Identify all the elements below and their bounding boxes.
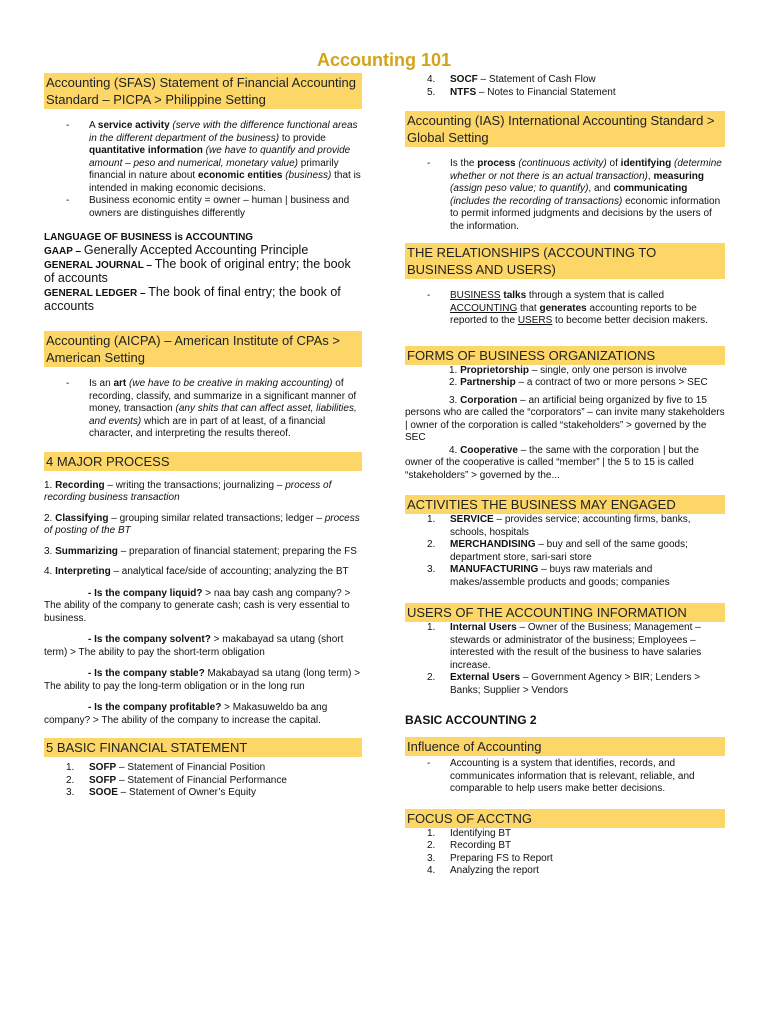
list-item: 1. Identifying BT [427,827,512,839]
list-item: - BUSINESS talks through a system that is called ACCOUNTING that generates accounting reports to be reported to the USERS to become better decision makers. [405,290,725,328]
list-item: - Is an art (we have to be creative in making accounting) of recording, classify, and summarize in a significant manner of money, transaction (any shits that can affect asset, liabilities, and events) which are in part of at least, of a financial character, and interpreting the results thereof. [44,378,362,441]
section-heading-focus: FOCUS OF ACCTNG [405,809,725,828]
list-item: - Business economic entity = owner – human | business and owners are distinguishes differently [44,195,362,220]
list-item: 1. SOFP – Statement of Financial Position [66,762,266,773]
activities-list [405,514,725,589]
ias-list [405,158,725,233]
influence-list [405,758,725,796]
relationships-list [405,290,725,328]
list-item: 3. Preparing FS to Report [427,852,553,864]
ledger-line: GENERAL LEDGER – The book of final entry; the book of accounts [44,285,341,313]
list-item: 2. MERCHANDISING – buy and sell of the same goods; department store, sari-sari store [427,539,688,563]
section-heading-activities: ACTIVITIES THE BUSINESS MAY ENGAGED [405,495,725,514]
section-heading-influence: Influence of Accounting [405,737,725,756]
form-item: 2. Partnership – a contract of two or more persons > SEC [449,377,708,388]
section-heading-forms: FORMS OF BUSINESS ORGANIZATIONS [405,346,725,365]
list-item: - Accounting is a system that identifies, records, and communicates information that is relevant, reliable, and comparable to help users make better decisions. [405,758,725,796]
question-item: - Is the company profitable? > Makasuweldo ba ang company? > The ability of the company to increase the capital. [44,702,328,726]
page-title: Accounting 101 [316,50,452,70]
aicpa-list [44,378,362,441]
list-item: - A service activity (serve with the difference functional areas in the different department of the business) to provide quantitative information (we have to quantify and provide amount – peso and numerical, monetary value) primarily financial in nature about economic entities (business) that is intended in making economic decisions. [44,120,362,195]
form-item: 1. Proprietorship – single, only one person is involve [449,364,687,376]
list-item: - Is the process (continuous activity) of identifying (determine whether or not there is an actual transaction), measuring (assign peso value; to quantify), and communicating (includes the recording of transactions) economic information to permit informed judgments and decisions by the users of the information. [405,158,725,233]
list-item: 1. Internal Users – Owner of the Business; Management – stewards or administrator of the business; Employees – interested with the result of the business to have salaries increase. [427,622,702,671]
section-heading-sfas: Accounting (SFAS) Statement of Financial Accounting Standard – PICPA > Philippine Setting [44,73,362,109]
list-item: 2. Recording BT [427,840,512,851]
process-item: 4. Interpreting – analytical face/side of accounting; analyzing the BT [44,566,349,577]
process-item: 3. Summarizing – preparation of financial statement; preparing the FS [44,545,357,557]
section-heading-relationships: THE RELATIONSHIPS (ACCOUNTING TO BUSINESS AND USERS) [405,243,725,279]
question-item: - Is the company liquid? > naa bay cash ang company? > The ability of the company to generate cash; cash is very essential to business. [44,587,351,624]
fs-list-continued [405,74,725,99]
section-heading-major-process: 4 MAJOR PROCESS [44,452,362,471]
list-item: 1. SERVICE – provides service; accounting firms, banks, schools, hospitals [427,514,691,538]
process-item: 2. Classifying – grouping similar related transactions; ledger – process of posting of the BT [44,512,360,536]
question-item: - Is the company solvent? > makabayad sa utang (short term) > The ability to pay the short-term obligation [44,634,344,658]
basic-accounting-2-heading: BASIC ACCOUNTING 2 [405,713,537,727]
language-block [44,231,362,314]
language-line: LANGUAGE OF BUSINESS is ACCOUNTING [44,232,254,243]
list-item: 2. External Users – Government Agency > BIR; Lenders > Banks; Supplier > Vendors [427,672,701,696]
section-heading-users: USERS OF THE ACCOUNTING INFORMATION [405,603,725,622]
left-column [44,73,362,800]
gaap-line: GAAP – Generally Accepted Accounting Principle [44,243,309,257]
form-item: 4. Cooperative – the same with the corporation | but the owner of the cooperative is called “member” | the 5 to 15 is called “stakeholders” > governed by the... [405,444,699,481]
list-item: 3. SOOE – Statement of Owner’s Equity [66,787,256,798]
right-column [405,74,725,878]
list-item: 4. Analyzing the report [427,865,539,876]
list-item: 5. NTFS – Notes to Financial Statement [427,86,616,98]
fs-list [44,762,362,800]
focus-list [405,828,725,878]
list-item: 4. SOCF – Statement of Cash Flow [427,74,596,85]
question-item: - Is the company stable? Makabayad sa utang (long term) > The ability to pay the long-term obligation or in the long run [44,668,361,692]
process-item: 1. Recording – writing the transactions; journalizing – process of recording business transaction [44,479,332,503]
section-heading-ias: Accounting (IAS) International Accounting Standard > Global Setting [405,111,725,147]
list-item: 3. MANUFACTURING – buys raw materials and makes/assemble products and goods; companies [427,564,670,588]
users-list [405,622,725,697]
section-heading-financial-statements: 5 BASIC FINANCIAL STATEMENT [44,738,362,757]
list-item: 2. SOFP – Statement of Financial Performance [66,774,287,786]
sfas-list [44,120,362,220]
section-heading-aicpa: Accounting (AICPA) – American Institute of CPAs > American Setting [44,331,362,367]
form-item: 3. Corporation – an artificial being organized by five to 15 persons who are called the “corporators” – can invite many stakeholders | owner of the corporation is called “stakeholders” > governed by the SEC [405,394,725,443]
journal-line: GENERAL JOURNAL – The book of original entry; the book of accounts [44,257,351,285]
